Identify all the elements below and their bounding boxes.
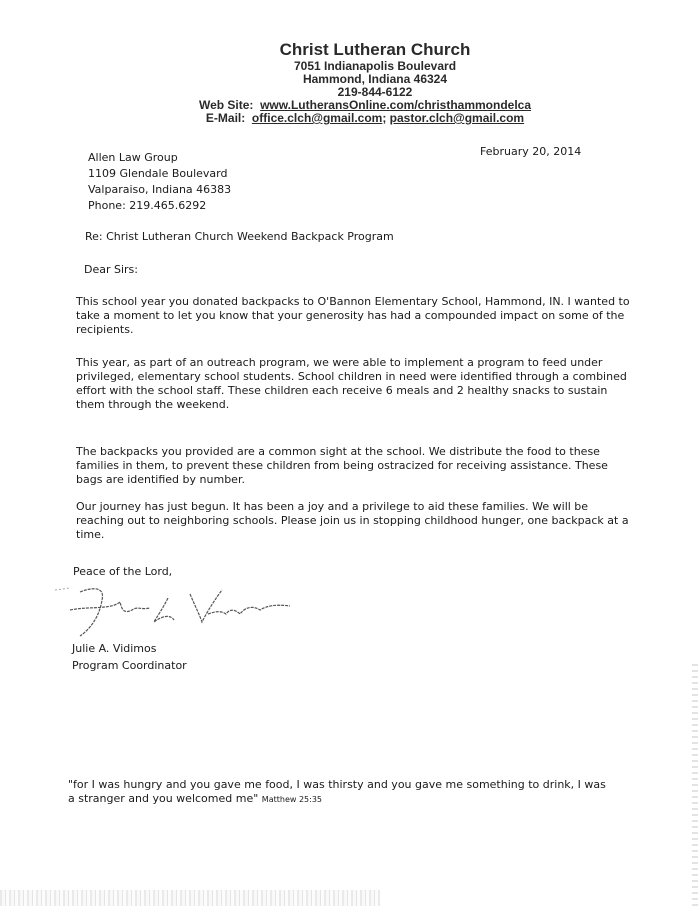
website-label: Web Site: [198,98,254,112]
church-email [30,112,700,125]
email-label: E-Mail: [205,111,246,125]
church-name: Christ Lutheran Church [279,40,471,59]
email-separator: ; [382,111,387,125]
quote-reference: Matthew 25:35 [261,795,323,804]
church-street: 7051 Indianapolis Boulevard [293,59,457,73]
church-phone: 219-844-6122 [337,85,413,99]
website-link[interactable]: www.LutheransOnline.com/christhammondelca [260,98,532,112]
email-link-pastor[interactable]: pastor.clch@gmail.com [389,111,525,125]
recipient-name: Allen Law Group [88,151,178,164]
salutation: Dear Sirs: [84,263,138,276]
recipient-city: Valparaiso, Indiana 46383 [88,183,232,196]
signer-name: Julie A. Vidimos [72,642,157,655]
footer-quote [68,778,608,807]
recipient-phone: Phone: 219.465.6292 [88,199,207,212]
subject-line: Re: Christ Lutheran Church Weekend Backpack Program [85,230,394,243]
signer-title: Program Coordinator [72,659,187,672]
church-city: Hammond, Indiana 46324 [302,72,448,86]
scan-artifact-right [692,660,698,906]
paragraph-3: The backpacks you provided are a common sight at the school. We distribute the food to these families in them, to prevent these children from being ostracized for receiving assistance. These bags are identified by number. [76,445,608,486]
paragraph-4: Our journey has just begun. It has been a joy and a privilege to aid these families. We will be reaching out to neighboring schools. Please join us in stopping childhood hunger, one backpack at a time. [76,500,629,541]
letterhead [0,40,700,125]
handwritten-signature [50,580,300,640]
recipient-address [88,150,231,214]
closing: Peace of the Lord, [73,565,173,578]
recipient-street: 1109 Glendale Boulevard [88,167,228,180]
letter-date: February 20, 2014 [480,145,582,158]
paragraph-1: This school year you donated backpacks to O'Bannon Elementary School, Hammond, IN. I wanted to take a moment to let you know that your generosity has had a compounded impact on some of the recipients. [76,295,630,336]
scan-artifact-bottom [0,890,380,906]
signer-block [72,640,187,674]
email-link-office[interactable]: office.clch@gmail.com [251,111,383,125]
quote-text: "for I was hungry and you gave me food, I was thirsty and you gave me something to drink, I was a stranger and you welcomed me" [68,778,606,805]
paragraph-2: This year, as part of an outreach program, we were able to implement a program to feed under privileged, elementary school students. School children in need were identified through a combined effort with the school staff. These children each receive 6 meals and 2 healthy snacks to sustain them through the weekend. [76,356,627,411]
